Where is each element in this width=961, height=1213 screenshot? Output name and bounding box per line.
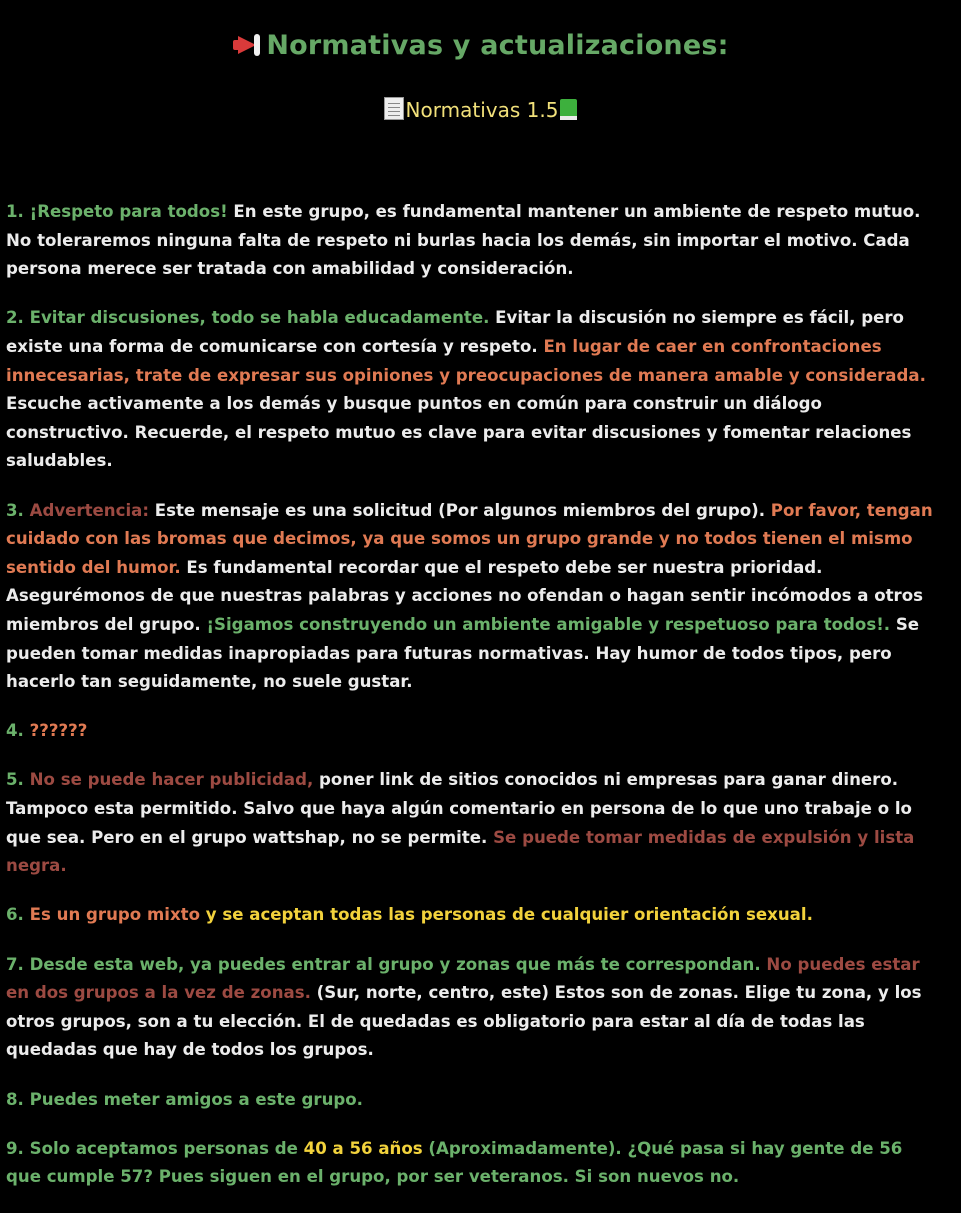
rule-1-heading: 1. ¡Respeto para todos! [6,202,228,221]
rule-2-highlight: En lugar de caer en confrontaciones innecesarias, trate de expresar sus opiniones y preocupaciones de manera amable y considerada. [6,336,926,385]
rule-3-text-c: Se pueden tomar medidas inapropiadas para futuras normativas. Hay humor de todos tipos, pero hacerlo tan seguidamente, no suele gustar. [6,614,920,692]
rule-4 [6,717,941,746]
rules-list [6,198,941,1213]
rule-8 [6,1086,941,1115]
rule-6-number: 6. [6,905,24,925]
rule-3-text-b: Es fundamental recordar que el respeto debe ser nuestra prioridad. Asegurémonos de que nuestras palabras y acciones no ofendan o hagan sentir incómodos a otros miembros del grupo. [6,557,924,634]
rule-1 [6,198,941,284]
rule-1-text: En este grupo, es fundamental mantener un ambiente de respeto mutuo. No toleraremos ninguna falta de respeto ni burlas hacia los demás, sin importar el motivo. Cada persona merece ser tratada con amabilidad y consideración. [6,202,921,279]
rule-5-text: poner link de sitios conocidos ni empresas para ganar dinero. Tampoco esta permitido. Salvo que haya algún comentario en persona de lo que uno trabaje o lo que sea. Pero en el grupo wattshap, no se permite. [6,770,912,847]
rule-5-heading: No se puede hacer publicidad, [23,770,314,790]
rule-3-warning-label: Advertencia: [23,500,149,520]
rule-2-heading: 2. Evitar discusiones, todo se habla educadamente. [6,308,490,328]
page-title-text: Normativas y actualizaciones: [266,30,729,61]
rule-6-heading: Es un grupo mixto [23,905,200,925]
rule-9-heading: 9. Solo aceptamos personas de [6,1138,298,1158]
rule-3-text-a: Este mensaje es una solicitud (Por algunos miembros del grupo). [148,500,766,520]
page-subtitle [0,96,961,124]
rule-9-age-range: 40 a 56 años [297,1138,423,1158]
rule-3-green-text: ¡Sigamos construyendo un ambiente amigable y respetuoso para todos!. [200,614,891,634]
page-icon [384,97,404,120]
rule-5-number: 5. [6,770,24,790]
rule-8-text: 8. Puedes meter amigos a este grupo. [6,1089,363,1109]
rule-9 [6,1135,941,1192]
rule-2-text-b: Escuche activamente a los demás y busque puntos en común para construir un diálogo constructivo. Recuerde, el respeto mutuo es clave para evitar discusiones y fomentar relaciones saludables. [6,394,912,471]
rule-7-number: 7. [6,954,24,974]
rule-4-number: 4. [6,721,24,741]
page-title [0,28,961,64]
rule-7-text: (Sur, norte, centro, este) Estos son de zonas. Elige tu zona, y los otros grupos, son a tu elección. El de quedadas es obligatorio para estar al día de todas las quedadas que hay de todos los grupos. [6,983,922,1060]
rule-2-text-a: Evitar la discusión no siempre es fácil, pero existe una forma de comunicarse con cortesía y respeto. [6,308,904,356]
rule-7-warning: No puedes estar en dos grupos a la vez de zonas. [6,954,920,1003]
green-book-icon [560,99,577,120]
rule-7 [6,951,941,1065]
rule-6 [6,901,941,930]
rule-3 [6,497,941,697]
rule-3-highlight: Por favor, tengan cuidado con las bromas que decimos, ya que somos un grupo grande y no todos tienen el mismo sentido del humor. [6,500,933,577]
rule-7-heading: Desde esta web, ya puedes entrar al grupo y zonas que más te correspondan. [23,954,761,974]
megaphone-icon [232,34,262,56]
rule-6-text: y se aceptan todas las personas de cualquier orientación sexual. [199,905,813,925]
page-subtitle-text: Normativas 1.5 [405,98,559,122]
rule-2 [6,304,941,476]
rule-9-text: (Aproximadamente). ¿Qué pasa si hay gente de 56 que cumple 57? Pues siguen en el grupo, por ser veteranos. Si son nuevos no. [6,1138,903,1187]
rule-5-warning: Se puede tomar medidas de expulsión y lista negra. [6,827,915,876]
rule-3-number: 3. [6,500,24,520]
rule-4-text: ?????? [23,721,88,741]
rule-5 [6,766,941,880]
